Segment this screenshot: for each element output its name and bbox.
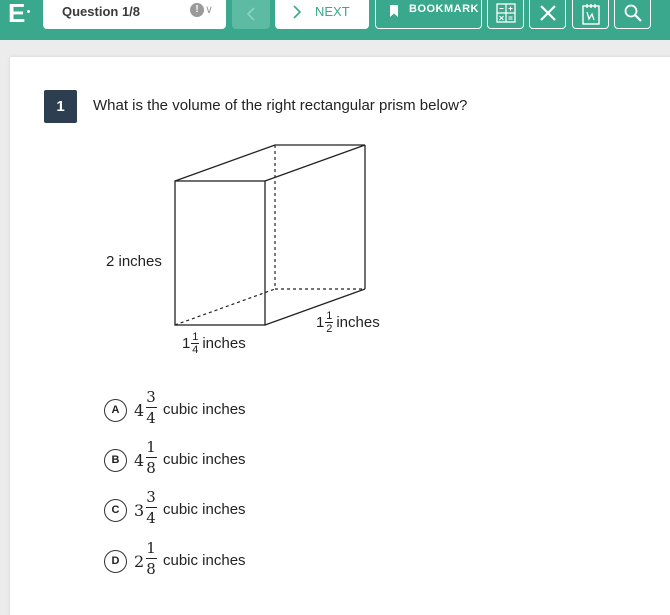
app-logo: E	[8, 0, 26, 28]
search-button[interactable]	[614, 0, 651, 29]
choice-a-whole: 4	[134, 401, 145, 420]
depth-fraction	[325, 311, 333, 334]
depth-denominator: 2	[326, 323, 333, 335]
depth-whole: 1	[316, 314, 325, 331]
calculator-button[interactable]	[487, 0, 524, 29]
bookmark-icon	[388, 4, 400, 18]
question-text: What is the volume of the right rectangular prism below?	[93, 97, 468, 114]
chevron-left-icon	[246, 6, 256, 22]
close-button[interactable]	[529, 0, 566, 29]
choice-d-unit: cubic inches	[163, 552, 246, 569]
choice-a-numerator: 3	[146, 388, 156, 406]
info-icon: !	[190, 3, 204, 17]
width-numerator: 1	[192, 331, 199, 343]
depth-numerator: 1	[326, 310, 333, 322]
next-label: NEXT	[315, 4, 350, 19]
choice-b-numerator: 1	[146, 438, 156, 456]
close-icon	[538, 3, 558, 23]
choice-c-fraction	[145, 487, 157, 528]
choice-b-whole: 4	[134, 451, 145, 470]
choice-c-bubble[interactable]: C	[104, 499, 127, 522]
answer-choice-c[interactable]	[104, 488, 404, 533]
notepad-icon	[581, 3, 601, 25]
choice-d-whole: 2	[134, 552, 145, 571]
choice-c-whole: 3	[134, 501, 145, 520]
next-button[interactable]	[275, 0, 369, 29]
choice-a-denominator: 4	[146, 409, 156, 427]
choice-c-unit: cubic inches	[163, 501, 246, 518]
width-fraction	[191, 332, 199, 355]
width-denominator: 4	[192, 344, 199, 356]
width-label	[182, 332, 246, 355]
choice-d-bubble[interactable]: D	[104, 550, 127, 573]
logo-dot	[27, 10, 30, 13]
chevron-down-icon: ∨	[205, 4, 214, 16]
choice-c-denominator: 4	[146, 509, 156, 527]
width-whole: 1	[182, 335, 191, 352]
choice-a-fraction	[145, 387, 157, 428]
choice-b-fraction	[145, 437, 157, 478]
height-label: 2 inches	[106, 253, 162, 270]
choice-d-fraction	[145, 538, 157, 579]
bookmark-button[interactable]	[375, 0, 482, 29]
choice-a-unit: cubic inches	[163, 401, 246, 418]
choice-c-numerator: 3	[146, 488, 156, 506]
prism-figure	[95, 135, 405, 365]
choice-a-bubble[interactable]: A	[104, 399, 127, 422]
depth-unit: inches	[336, 314, 380, 331]
choice-b-denominator: 8	[146, 459, 156, 477]
notepad-button[interactable]	[572, 0, 609, 29]
search-icon	[623, 3, 643, 23]
calculator-grid-icon	[496, 3, 516, 23]
choice-b-bubble[interactable]: B	[104, 449, 127, 472]
previous-button[interactable]	[232, 0, 270, 29]
question-selector[interactable]	[43, 0, 226, 29]
answer-choice-b[interactable]	[104, 438, 404, 483]
question-selector-label: Question 1/8	[62, 4, 141, 19]
chevron-right-icon	[292, 4, 302, 20]
question-number-badge: 1	[44, 90, 77, 123]
choice-d-numerator: 1	[146, 539, 156, 557]
bookmark-label: BOOKMARK	[409, 3, 479, 15]
answer-choice-a[interactable]	[104, 388, 404, 433]
answer-choice-d[interactable]	[104, 539, 404, 584]
top-toolbar	[0, 0, 670, 40]
choice-d-denominator: 8	[146, 560, 156, 578]
choice-b-unit: cubic inches	[163, 451, 246, 468]
depth-label	[316, 311, 380, 334]
width-unit: inches	[202, 335, 246, 352]
